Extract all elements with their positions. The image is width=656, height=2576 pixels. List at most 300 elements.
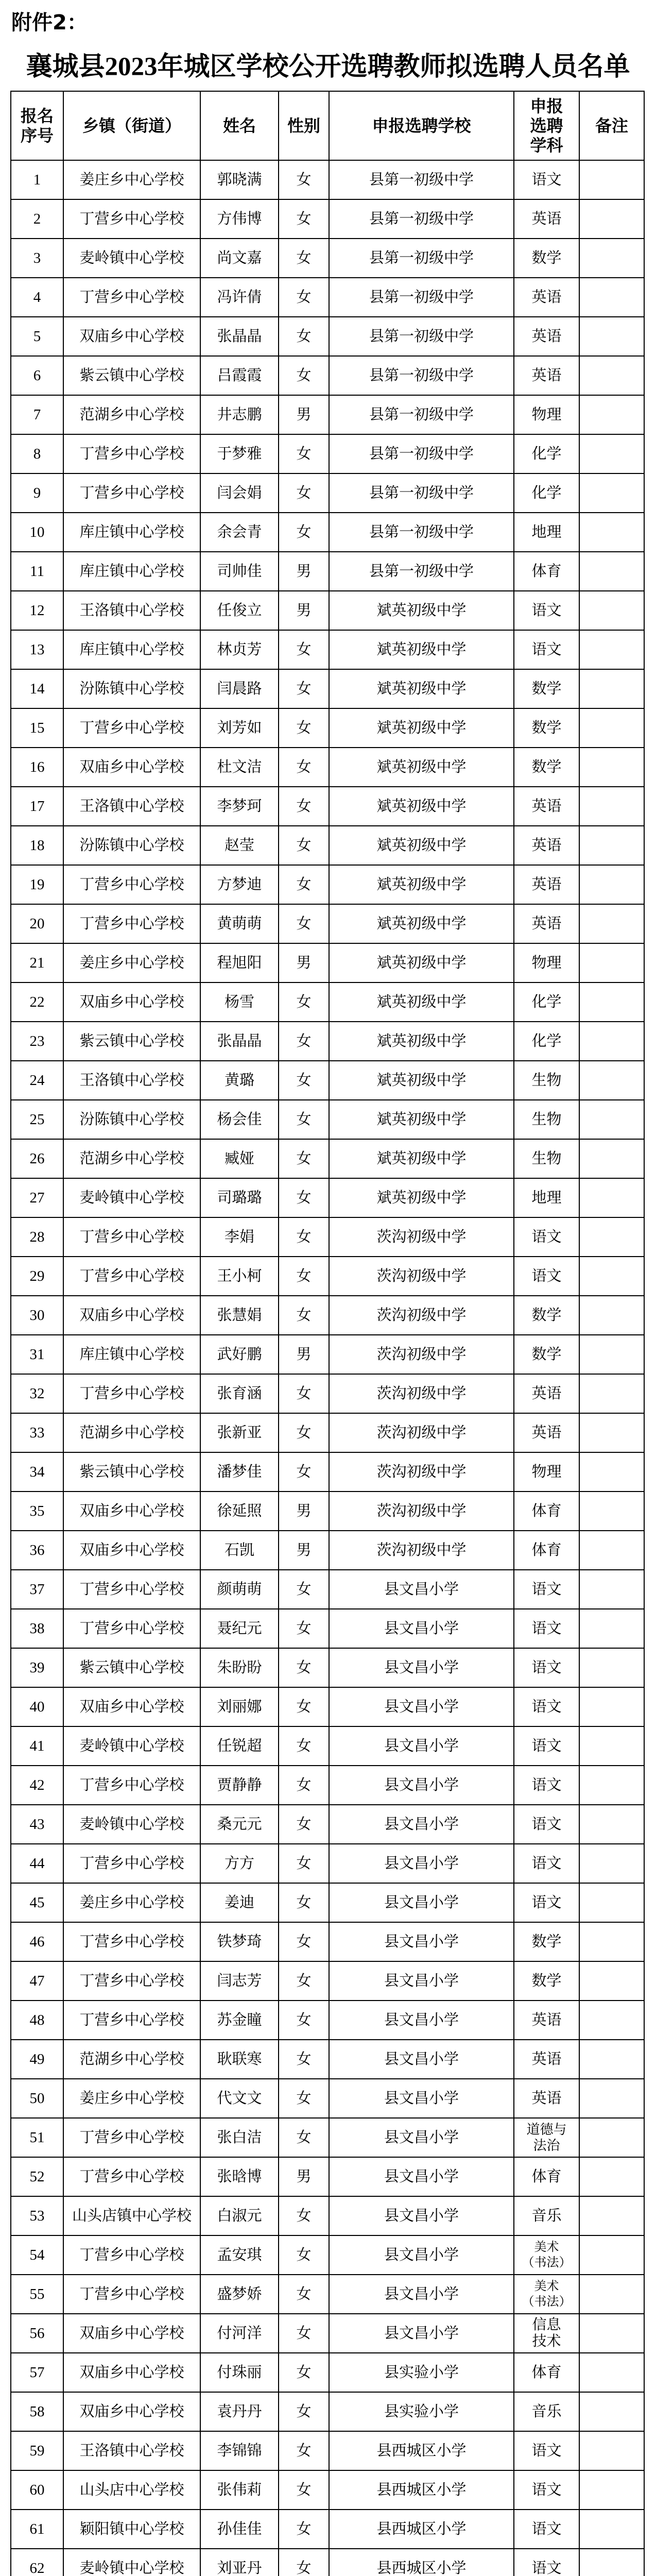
cell-sex: 女 <box>279 2119 330 2158</box>
cell-no: 50 <box>11 2079 64 2119</box>
table-row <box>11 1923 645 1962</box>
cell-name: 杨会佳 <box>201 1100 279 1140</box>
cell-school: 斌英初级中学 <box>330 866 514 905</box>
table-row <box>11 317 645 357</box>
table-row <box>11 2549 645 2576</box>
table-row <box>11 1257 645 1296</box>
cell-town: 丁营乡中心学校 <box>64 2158 201 2197</box>
cell-no: 36 <box>11 1531 64 1570</box>
table-row <box>11 2001 645 2040</box>
cell-school: 斌英初级中学 <box>330 709 514 748</box>
cell-name: 刘芳如 <box>201 709 279 748</box>
cell-subject-text: 英语 <box>531 876 562 893</box>
cell-subject <box>514 2119 580 2158</box>
cell-no: 13 <box>11 631 64 670</box>
cell-school: 茨沟初级中学 <box>330 1375 514 1414</box>
cell-name: 刘丽娜 <box>201 1688 279 1727</box>
cell-town: 双庙乡中心学校 <box>64 983 201 1022</box>
cell-sex: 女 <box>279 278 330 317</box>
cell-no: 16 <box>11 748 64 787</box>
cell-sex: 女 <box>279 2510 330 2549</box>
cell-name: 武好鹏 <box>201 1335 279 1375</box>
cell-school: 县文昌小学 <box>330 2314 514 2353</box>
cell-remark <box>580 1375 645 1414</box>
cell-name: 王小柯 <box>201 1257 279 1296</box>
cell-sex: 女 <box>279 2001 330 2040</box>
cell-subject-text: 地理 <box>531 1190 562 1206</box>
cell-no: 8 <box>11 435 64 474</box>
table-row <box>11 944 645 983</box>
cell-subject-text: 信息技术 <box>532 2317 561 2349</box>
cell-sex: 女 <box>279 317 330 357</box>
cell-town: 麦岭镇中心学校 <box>64 1727 201 1766</box>
cell-remark <box>580 1218 645 1257</box>
cell-subject <box>514 239 580 278</box>
cell-remark <box>580 905 645 944</box>
cell-sex: 女 <box>279 1649 330 1688</box>
cell-town: 丁营乡中心学校 <box>64 1923 201 1962</box>
table-row <box>11 1727 645 1766</box>
cell-sex: 女 <box>279 2471 330 2510</box>
header-town: 乡镇（街道） <box>64 92 201 161</box>
table-row <box>11 2275 645 2314</box>
cell-remark <box>580 2275 645 2314</box>
cell-no: 23 <box>11 1022 64 1061</box>
cell-school: 茨沟初级中学 <box>330 1492 514 1531</box>
cell-school: 县文昌小学 <box>330 2079 514 2119</box>
cell-school: 县第一初级中学 <box>330 435 514 474</box>
table-row <box>11 2510 645 2549</box>
cell-subject-text: 语文 <box>531 1620 562 1637</box>
table-row <box>11 631 645 670</box>
cell-subject <box>514 866 580 905</box>
table-row <box>11 1531 645 1570</box>
cell-no: 59 <box>11 2432 64 2471</box>
cell-sex: 女 <box>279 670 330 709</box>
cell-no: 9 <box>11 474 64 513</box>
cell-remark <box>580 435 645 474</box>
cell-town: 丁营乡中心学校 <box>64 866 201 905</box>
cell-no: 52 <box>11 2158 64 2197</box>
cell-no: 21 <box>11 944 64 983</box>
cell-sex: 女 <box>279 357 330 396</box>
table-row <box>11 2353 645 2393</box>
cell-name: 司帅佳 <box>201 552 279 591</box>
cell-subject <box>514 1218 580 1257</box>
cell-town: 丁营乡中心学校 <box>64 1609 201 1649</box>
cell-town: 紫云镇中心学校 <box>64 357 201 396</box>
cell-remark <box>580 2353 645 2393</box>
cell-town: 麦岭镇中心学校 <box>64 239 201 278</box>
cell-subject <box>514 1884 580 1923</box>
cell-no: 41 <box>11 1727 64 1766</box>
cell-remark <box>580 1022 645 1061</box>
cell-school: 县第一初级中学 <box>330 200 514 239</box>
cell-subject-text: 数学 <box>531 759 562 775</box>
cell-no: 39 <box>11 1649 64 1688</box>
cell-name: 吕霞霞 <box>201 357 279 396</box>
cell-no: 38 <box>11 1609 64 1649</box>
cell-subject-text: 体育 <box>531 2168 562 2185</box>
cell-school: 县文昌小学 <box>330 2197 514 2236</box>
cell-subject <box>514 1570 580 1609</box>
cell-name: 方伟博 <box>201 200 279 239</box>
cell-no: 56 <box>11 2314 64 2353</box>
cell-no: 62 <box>11 2549 64 2576</box>
cell-no: 45 <box>11 1884 64 1923</box>
cell-school: 县文昌小学 <box>330 1688 514 1727</box>
cell-name: 白淑元 <box>201 2197 279 2236</box>
cell-remark <box>580 278 645 317</box>
cell-town: 王洛镇中心学校 <box>64 2432 201 2471</box>
cell-remark <box>580 1884 645 1923</box>
cell-town: 麦岭镇中心学校 <box>64 1805 201 1844</box>
cell-town: 丁营乡中心学校 <box>64 435 201 474</box>
cell-subject <box>514 513 580 552</box>
cell-name: 孟安琪 <box>201 2236 279 2275</box>
cell-subject-text: 英语 <box>531 2090 562 2107</box>
cell-sex: 女 <box>279 866 330 905</box>
cell-sex: 女 <box>279 1962 330 2001</box>
cell-school: 县文昌小学 <box>330 1962 514 2001</box>
cell-no: 22 <box>11 983 64 1022</box>
table-row <box>11 2119 645 2158</box>
cell-remark <box>580 631 645 670</box>
cell-name: 盛梦娇 <box>201 2275 279 2314</box>
cell-subject-text: 英语 <box>531 2012 562 2028</box>
cell-sex: 男 <box>279 1531 330 1570</box>
cell-town: 姜庄乡中心学校 <box>64 944 201 983</box>
cell-subject <box>514 1727 580 1766</box>
cell-town: 麦岭镇中心学校 <box>64 1179 201 1218</box>
cell-remark <box>580 552 645 591</box>
cell-remark <box>580 2236 645 2275</box>
cell-subject <box>514 2040 580 2079</box>
table-row <box>11 2471 645 2510</box>
cell-school: 斌英初级中学 <box>330 983 514 1022</box>
cell-school: 茨沟初级中学 <box>330 1453 514 1492</box>
cell-subject <box>514 1531 580 1570</box>
cell-subject <box>514 709 580 748</box>
cell-town: 姜庄乡中心学校 <box>64 2079 201 2119</box>
cell-school: 县文昌小学 <box>330 1609 514 1649</box>
cell-remark <box>580 1727 645 1766</box>
cell-name: 张晶晶 <box>201 1022 279 1061</box>
cell-subject <box>514 631 580 670</box>
cell-remark <box>580 1061 645 1100</box>
cell-sex: 女 <box>279 1609 330 1649</box>
cell-subject <box>514 944 580 983</box>
cell-no: 26 <box>11 1140 64 1179</box>
cell-name: 李梦珂 <box>201 787 279 826</box>
cell-no: 1 <box>11 161 64 200</box>
cell-town: 丁营乡中心学校 <box>64 2119 201 2158</box>
cell-sex: 男 <box>279 396 330 435</box>
cell-name: 闫晨路 <box>201 670 279 709</box>
cell-remark <box>580 1453 645 1492</box>
cell-sex: 女 <box>279 1179 330 1218</box>
candidate-table <box>10 91 645 2576</box>
cell-subject <box>514 2549 580 2576</box>
cell-subject <box>514 357 580 396</box>
cell-name: 闫会娟 <box>201 474 279 513</box>
cell-subject <box>514 200 580 239</box>
cell-town: 丁营乡中心学校 <box>64 2275 201 2314</box>
cell-remark <box>580 1766 645 1805</box>
cell-subject-text: 语文 <box>531 2482 562 2498</box>
table-row <box>11 2158 645 2197</box>
cell-subject <box>514 1923 580 1962</box>
cell-remark <box>580 748 645 787</box>
cell-school: 茨沟初级中学 <box>330 1335 514 1375</box>
cell-town: 范湖乡中心学校 <box>64 1140 201 1179</box>
cell-sex: 女 <box>279 1296 330 1335</box>
cell-sex: 女 <box>279 2549 330 2576</box>
cell-subject <box>514 2079 580 2119</box>
cell-remark <box>580 474 645 513</box>
table-row <box>11 591 645 631</box>
table-row <box>11 866 645 905</box>
cell-school: 斌英初级中学 <box>330 1140 514 1179</box>
cell-town: 姜庄乡中心学校 <box>64 1884 201 1923</box>
cell-subject <box>514 2510 580 2549</box>
cell-no: 6 <box>11 357 64 396</box>
cell-sex: 女 <box>279 161 330 200</box>
cell-sex: 女 <box>279 1453 330 1492</box>
cell-school: 县第一初级中学 <box>330 552 514 591</box>
table-row <box>11 1688 645 1727</box>
table-row <box>11 1844 645 1884</box>
cell-name: 贾静静 <box>201 1766 279 1805</box>
cell-town: 丁营乡中心学校 <box>64 2236 201 2275</box>
cell-subject <box>514 2001 580 2040</box>
cell-no: 49 <box>11 2040 64 2079</box>
cell-school: 县第一初级中学 <box>330 396 514 435</box>
cell-town: 库庄镇中心学校 <box>64 1335 201 1375</box>
cell-remark <box>580 1140 645 1179</box>
cell-subject <box>514 748 580 787</box>
cell-no: 61 <box>11 2510 64 2549</box>
cell-remark <box>580 944 645 983</box>
cell-name: 姜迪 <box>201 1884 279 1923</box>
cell-remark <box>580 396 645 435</box>
cell-subject-text: 语文 <box>531 2443 562 2459</box>
cell-sex: 女 <box>279 2314 330 2353</box>
cell-name: 于梦雅 <box>201 435 279 474</box>
cell-school: 县西城区小学 <box>330 2510 514 2549</box>
cell-name: 耿联寒 <box>201 2040 279 2079</box>
cell-no: 42 <box>11 1766 64 1805</box>
table-row <box>11 1100 645 1140</box>
cell-town: 王洛镇中心学校 <box>64 1061 201 1100</box>
cell-sex: 女 <box>279 748 330 787</box>
cell-town: 双庙乡中心学校 <box>64 2393 201 2432</box>
cell-school: 县西城区小学 <box>330 2549 514 2576</box>
cell-subject-text: 化学 <box>531 1033 562 1049</box>
cell-subject-text: 生物 <box>531 1111 562 1128</box>
cell-subject-text: 物理 <box>531 406 562 423</box>
cell-school: 县文昌小学 <box>330 1884 514 1923</box>
table-row <box>11 239 645 278</box>
cell-school: 县文昌小学 <box>330 1649 514 1688</box>
cell-subject <box>514 1100 580 1140</box>
cell-no: 7 <box>11 396 64 435</box>
cell-school: 县第一初级中学 <box>330 474 514 513</box>
cell-subject <box>514 2432 580 2471</box>
cell-town: 丁营乡中心学校 <box>64 474 201 513</box>
cell-town: 汾陈镇中心学校 <box>64 670 201 709</box>
cell-name: 朱盼盼 <box>201 1649 279 1688</box>
cell-subject-text: 语文 <box>531 602 562 619</box>
cell-sex: 女 <box>279 1727 330 1766</box>
cell-town: 双庙乡中心学校 <box>64 2314 201 2353</box>
cell-name: 代文文 <box>201 2079 279 2119</box>
cell-name: 张白洁 <box>201 2119 279 2158</box>
cell-subject <box>514 2197 580 2236</box>
table-row <box>11 1218 645 1257</box>
cell-name: 李锦锦 <box>201 2432 279 2471</box>
cell-sex: 女 <box>279 1923 330 1962</box>
table-row <box>11 826 645 866</box>
cell-name: 杨雪 <box>201 983 279 1022</box>
cell-town: 双庙乡中心学校 <box>64 748 201 787</box>
cell-subject <box>514 1649 580 1688</box>
cell-remark <box>580 1179 645 1218</box>
cell-subject-text: 数学 <box>531 681 562 697</box>
cell-no: 34 <box>11 1453 64 1492</box>
table-row <box>11 2079 645 2119</box>
cell-subject-text: 体育 <box>531 2364 562 2381</box>
cell-school: 县第一初级中学 <box>330 161 514 200</box>
cell-subject-text: 语文 <box>531 2560 562 2576</box>
cell-sex: 女 <box>279 709 330 748</box>
cell-name: 余会青 <box>201 513 279 552</box>
cell-subject-text: 数学 <box>531 250 562 266</box>
table-row <box>11 513 645 552</box>
cell-subject-text: 地理 <box>531 524 562 540</box>
cell-subject-text: 生物 <box>531 1150 562 1167</box>
cell-remark <box>580 317 645 357</box>
cell-no: 51 <box>11 2119 64 2158</box>
cell-town: 双庙乡中心学校 <box>64 2353 201 2393</box>
cell-no: 14 <box>11 670 64 709</box>
cell-subject <box>514 2353 580 2393</box>
cell-name: 李娟 <box>201 1218 279 1257</box>
cell-town: 颖阳镇中心学校 <box>64 2510 201 2549</box>
cell-remark <box>580 2197 645 2236</box>
cell-subject <box>514 1844 580 1884</box>
cell-remark <box>580 2158 645 2197</box>
cell-sex: 女 <box>279 513 330 552</box>
cell-name: 林贞芳 <box>201 631 279 670</box>
cell-no: 27 <box>11 1179 64 1218</box>
cell-remark <box>580 591 645 631</box>
cell-subject <box>514 1179 580 1218</box>
cell-school: 斌英初级中学 <box>330 787 514 826</box>
cell-remark <box>580 1296 645 1335</box>
cell-sex: 女 <box>279 826 330 866</box>
cell-sex: 女 <box>279 905 330 944</box>
cell-remark <box>580 2471 645 2510</box>
cell-town: 紫云镇中心学校 <box>64 1022 201 1061</box>
cell-name: 付珠丽 <box>201 2353 279 2393</box>
cell-sex: 女 <box>279 1805 330 1844</box>
header-no <box>11 92 64 161</box>
cell-town: 范湖乡中心学校 <box>64 396 201 435</box>
cell-sex: 女 <box>279 983 330 1022</box>
cell-subject-text: 英语 <box>531 328 562 345</box>
table-body <box>11 161 645 2576</box>
cell-sex: 女 <box>279 1688 330 1727</box>
cell-subject-text: 语文 <box>531 1699 562 1715</box>
cell-sex: 男 <box>279 1335 330 1375</box>
cell-town: 双庙乡中心学校 <box>64 1492 201 1531</box>
cell-remark <box>580 2314 645 2353</box>
cell-subject <box>514 1061 580 1100</box>
cell-subject-text: 数学 <box>531 1307 562 1324</box>
cell-subject-text: 语文 <box>531 172 562 188</box>
header-subject-label: 申报选聘学科 <box>530 97 563 155</box>
cell-remark <box>580 826 645 866</box>
cell-subject-text: 英语 <box>531 837 562 854</box>
cell-subject <box>514 591 580 631</box>
cell-subject <box>514 552 580 591</box>
cell-subject <box>514 1296 580 1335</box>
cell-name: 尚文嘉 <box>201 239 279 278</box>
cell-name: 冯许倩 <box>201 278 279 317</box>
cell-school: 茨沟初级中学 <box>330 1218 514 1257</box>
table-row <box>11 787 645 826</box>
page-title: 襄城县2023年城区学校公开选聘教师拟选聘人员名单 <box>26 53 630 81</box>
cell-subject-text: 语文 <box>531 641 562 658</box>
table-row <box>11 2236 645 2275</box>
cell-subject <box>514 2471 580 2510</box>
cell-remark <box>580 1257 645 1296</box>
cell-no: 48 <box>11 2001 64 2040</box>
cell-remark <box>580 1531 645 1570</box>
cell-school: 茨沟初级中学 <box>330 1257 514 1296</box>
header-no-label: 报名序号 <box>20 107 54 145</box>
cell-subject <box>514 474 580 513</box>
table-row <box>11 1766 645 1805</box>
cell-subject-text: 语文 <box>531 1659 562 1676</box>
cell-sex: 女 <box>279 1414 330 1453</box>
table-row <box>11 1414 645 1453</box>
cell-subject-text: 语文 <box>531 1855 562 1872</box>
cell-subject <box>514 1688 580 1727</box>
cell-school: 县第一初级中学 <box>330 278 514 317</box>
cell-no: 18 <box>11 826 64 866</box>
cell-subject <box>514 1257 580 1296</box>
table-row <box>11 2393 645 2432</box>
cell-sex: 女 <box>279 1766 330 1805</box>
cell-no: 57 <box>11 2353 64 2393</box>
header-school: 申报选聘学校 <box>330 92 514 161</box>
cell-school: 县实验小学 <box>330 2393 514 2432</box>
cell-subject-text: 英语 <box>531 1425 562 1441</box>
table-row <box>11 1492 645 1531</box>
cell-remark <box>580 161 645 200</box>
cell-subject-text: 生物 <box>531 1072 562 1089</box>
cell-subject <box>514 161 580 200</box>
cell-subject <box>514 1022 580 1061</box>
cell-remark <box>580 1570 645 1609</box>
cell-sex: 女 <box>279 435 330 474</box>
table-row <box>11 1140 645 1179</box>
cell-sex: 女 <box>279 1257 330 1296</box>
cell-no: 37 <box>11 1570 64 1609</box>
cell-town: 双庙乡中心学校 <box>64 1531 201 1570</box>
